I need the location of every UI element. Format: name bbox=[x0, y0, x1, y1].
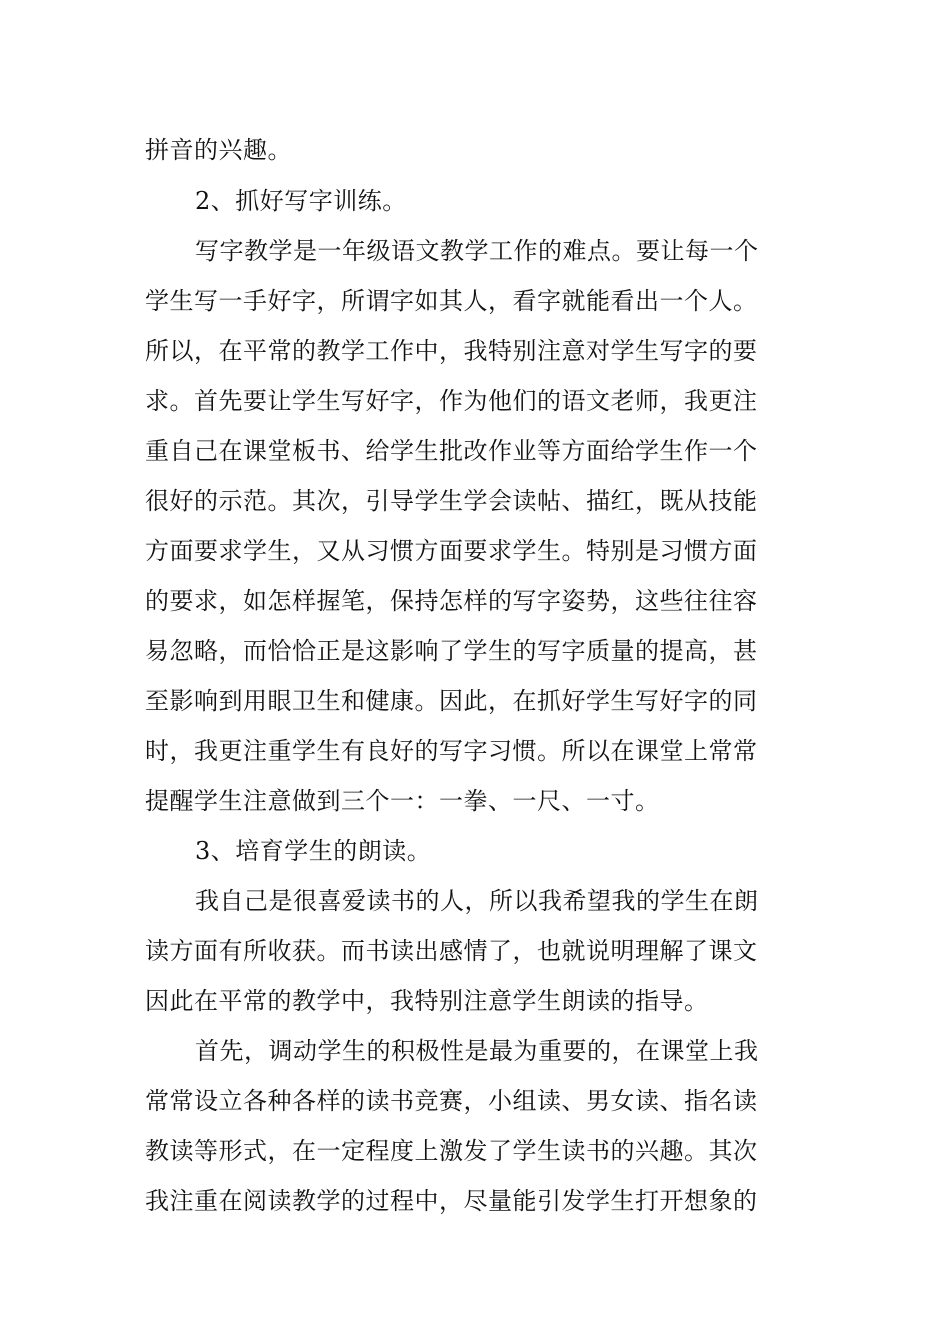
text-line: 很好的示范。其次，引导学生学会读帖、描红，既从技能 bbox=[145, 487, 758, 515]
text-line: 写字教学是一年级语文教学工作的难点。要让每一个 bbox=[195, 237, 759, 265]
section-heading: 3、培育学生的朗读。 bbox=[195, 837, 432, 865]
text-line: 首先，调动学生的积极性是最为重要的，在课堂上我 bbox=[195, 1037, 759, 1065]
section-heading: 2、抓好写字训练。 bbox=[195, 187, 407, 215]
text-line: 提醒学生注意做到三个一：一拳、一尺、一寸。 bbox=[145, 787, 660, 815]
text-line: 因此在平常的教学中，我特别注意学生朗读的指导。 bbox=[145, 987, 709, 1015]
text-line: 学生写一手好字，所谓字如其人，看字就能看出一个人。 bbox=[145, 287, 758, 315]
text-line: 读方面有所收获。而书读出感情了，也就说明理解了课文 bbox=[145, 937, 758, 965]
text-line: 常常设立各种各样的读书竞赛，小组读、男女读、指名读 bbox=[145, 1087, 758, 1115]
text-line: 的要求，如怎样握笔，保持怎样的写字姿势，这些往往容 bbox=[145, 587, 758, 615]
text-line: 时，我更注重学生有良好的写字习惯。所以在课堂上常常 bbox=[145, 737, 758, 765]
text-line: 拼音的兴趣。 bbox=[145, 136, 292, 164]
text-line: 重自己在课堂板书、给学生批改作业等方面给学生作一个 bbox=[145, 437, 758, 465]
text-line: 易忽略，而恰恰正是这影响了学生的写字质量的提高，甚 bbox=[145, 637, 758, 665]
text-line: 我注重在阅读教学的过程中，尽量能引发学生打开想象的 bbox=[145, 1187, 758, 1215]
text-line: 方面要求学生，又从习惯方面要求学生。特别是习惯方面 bbox=[145, 537, 758, 565]
text-line: 求。首先要让学生写好字，作为他们的语文老师，我更注 bbox=[145, 387, 758, 415]
text-line: 至影响到用眼卫生和健康。因此，在抓好学生写好字的同 bbox=[145, 687, 758, 715]
text-line: 教读等形式，在一定程度上激发了学生读书的兴趣。其次 bbox=[145, 1137, 758, 1165]
text-line: 我自己是很喜爱读书的人，所以我希望我的学生在朗 bbox=[195, 887, 759, 915]
text-line: 所以，在平常的教学工作中，我特别注意对学生写字的要 bbox=[145, 337, 758, 365]
